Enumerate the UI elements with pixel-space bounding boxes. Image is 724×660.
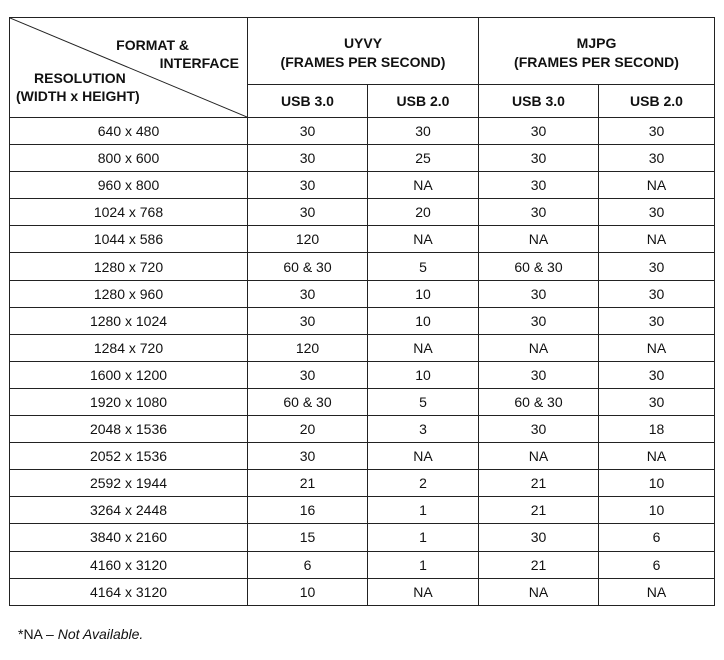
uyvy-usb2-cell: 5: [368, 388, 479, 415]
resolution-cell: 4160 x 3120: [10, 551, 248, 578]
table-row: [10, 280, 715, 307]
uyvy-usb2-cell: NA: [368, 172, 479, 199]
table-row: [10, 226, 715, 253]
resolution-cell: 1280 x 960: [10, 280, 248, 307]
table-row: [10, 443, 715, 470]
mjpg-usb2-cell: 10: [599, 497, 715, 524]
table-row: [10, 361, 715, 388]
subheader-mjpg-usb3: USB 3.0: [479, 85, 599, 118]
table-row: [10, 497, 715, 524]
uyvy-usb3-cell: 30: [248, 172, 368, 199]
mjpg-usb3-cell: 60 & 30: [479, 388, 599, 415]
mjpg-usb2-cell: 6: [599, 551, 715, 578]
corner-resolution-label: RESOLUTION (WIDTH x HEIGHT): [16, 70, 140, 104]
uyvy-usb3-cell: 30: [248, 145, 368, 172]
corner-format-interface-label: FORMAT & INTERFACE: [116, 37, 239, 71]
mjpg-usb3-cell: 30: [479, 172, 599, 199]
footnote-text: Not Available.: [57, 626, 144, 642]
mjpg-usb3-cell: 30: [479, 280, 599, 307]
uyvy-usb2-cell: NA: [368, 334, 479, 361]
mjpg-usb3-cell: 30: [479, 199, 599, 226]
mjpg-usb2-cell: 18: [599, 416, 715, 443]
resolution-cell: 640 x 480: [10, 118, 248, 145]
resolution-cell: 1284 x 720: [10, 334, 248, 361]
mjpg-usb2-cell: 30: [599, 118, 715, 145]
resolution-cell: 4164 x 3120: [10, 578, 248, 605]
uyvy-usb3-cell: 30: [248, 307, 368, 334]
mjpg-usb2-cell: 30: [599, 307, 715, 334]
uyvy-usb2-cell: 10: [368, 280, 479, 307]
mjpg-usb2-cell: 6: [599, 524, 715, 551]
table-row: [10, 334, 715, 361]
mjpg-usb2-cell: 30: [599, 199, 715, 226]
resolution-cell: 1280 x 1024: [10, 307, 248, 334]
uyvy-usb3-cell: 30: [248, 361, 368, 388]
uyvy-usb3-cell: 10: [248, 578, 368, 605]
uyvy-usb3-cell: 30: [248, 199, 368, 226]
uyvy-usb2-cell: 20: [368, 199, 479, 226]
uyvy-usb3-cell: 20: [248, 416, 368, 443]
table-row: [10, 470, 715, 497]
uyvy-usb2-cell: 25: [368, 145, 479, 172]
uyvy-usb2-cell: 3: [368, 416, 479, 443]
uyvy-usb3-cell: 30: [248, 280, 368, 307]
resolution-cell: 800 x 600: [10, 145, 248, 172]
uyvy-usb3-cell: 60 & 30: [248, 388, 368, 415]
resolution-cell: 960 x 800: [10, 172, 248, 199]
table-row: [10, 172, 715, 199]
mjpg-usb2-cell: 30: [599, 280, 715, 307]
mjpg-usb3-cell: 21: [479, 470, 599, 497]
subheader-uyvy-usb2: USB 2.0: [368, 85, 479, 118]
resolution-cell: 2052 x 1536: [10, 443, 248, 470]
uyvy-usb2-cell: NA: [368, 578, 479, 605]
uyvy-usb3-cell: 6: [248, 551, 368, 578]
mjpg-usb3-cell: 30: [479, 307, 599, 334]
mjpg-usb3-cell: 30: [479, 416, 599, 443]
uyvy-usb2-cell: NA: [368, 443, 479, 470]
mjpg-usb3-cell: 21: [479, 497, 599, 524]
group-header-mjpg: MJPG (FRAMES PER SECOND): [479, 18, 715, 85]
table-row: [10, 578, 715, 605]
uyvy-usb2-cell: 1: [368, 551, 479, 578]
uyvy-usb2-cell: NA: [368, 226, 479, 253]
uyvy-usb3-cell: 120: [248, 226, 368, 253]
table-row: [10, 118, 715, 145]
resolution-cell: 1024 x 768: [10, 199, 248, 226]
resolution-cell: 1920 x 1080: [10, 388, 248, 415]
resolution-cell: 2592 x 1944: [10, 470, 248, 497]
resolution-cell: 1044 x 586: [10, 226, 248, 253]
uyvy-usb3-cell: 30: [248, 118, 368, 145]
mjpg-usb3-cell: 21: [479, 551, 599, 578]
table-row: [10, 524, 715, 551]
table-row: [10, 199, 715, 226]
mjpg-usb3-cell: 60 & 30: [479, 253, 599, 280]
group-header-uyvy: UYVY (FRAMES PER SECOND): [248, 18, 479, 85]
uyvy-usb2-cell: 10: [368, 361, 479, 388]
uyvy-usb3-cell: 60 & 30: [248, 253, 368, 280]
frame-rate-table: [9, 17, 715, 606]
mjpg-usb2-cell: 10: [599, 470, 715, 497]
header-row-groups: [10, 18, 715, 85]
footnote: [18, 626, 143, 642]
mjpg-usb3-cell: 30: [479, 145, 599, 172]
mjpg-usb2-cell: 30: [599, 388, 715, 415]
mjpg-usb2-cell: NA: [599, 226, 715, 253]
mjpg-usb3-cell: NA: [479, 334, 599, 361]
table-row: [10, 551, 715, 578]
resolution-cell: 2048 x 1536: [10, 416, 248, 443]
subheader-mjpg-usb2: USB 2.0: [599, 85, 715, 118]
mjpg-usb3-cell: NA: [479, 578, 599, 605]
uyvy-usb2-cell: 5: [368, 253, 479, 280]
mjpg-usb2-cell: NA: [599, 443, 715, 470]
mjpg-usb2-cell: NA: [599, 334, 715, 361]
uyvy-usb3-cell: 30: [248, 443, 368, 470]
uyvy-usb2-cell: 1: [368, 524, 479, 551]
mjpg-usb3-cell: 30: [479, 118, 599, 145]
subheader-uyvy-usb3: USB 3.0: [248, 85, 368, 118]
resolution-cell: 3840 x 2160: [10, 524, 248, 551]
mjpg-usb3-cell: 30: [479, 524, 599, 551]
uyvy-usb3-cell: 120: [248, 334, 368, 361]
uyvy-usb3-cell: 16: [248, 497, 368, 524]
mjpg-usb3-cell: NA: [479, 443, 599, 470]
mjpg-usb2-cell: 30: [599, 361, 715, 388]
uyvy-usb2-cell: 30: [368, 118, 479, 145]
table-row: [10, 307, 715, 334]
mjpg-usb2-cell: NA: [599, 172, 715, 199]
mjpg-usb2-cell: 30: [599, 253, 715, 280]
resolution-cell: 1600 x 1200: [10, 361, 248, 388]
corner-header-cell: [10, 18, 248, 118]
resolution-cell: 1280 x 720: [10, 253, 248, 280]
table-row: [10, 416, 715, 443]
uyvy-usb3-cell: 15: [248, 524, 368, 551]
table-body: [10, 118, 715, 606]
table-row: [10, 388, 715, 415]
table-row: [10, 253, 715, 280]
footnote-prefix: *NA –: [18, 626, 58, 642]
uyvy-usb2-cell: 10: [368, 307, 479, 334]
uyvy-usb2-cell: 1: [368, 497, 479, 524]
mjpg-usb2-cell: 30: [599, 145, 715, 172]
mjpg-usb3-cell: 30: [479, 361, 599, 388]
mjpg-usb2-cell: NA: [599, 578, 715, 605]
uyvy-usb3-cell: 21: [248, 470, 368, 497]
mjpg-usb3-cell: NA: [479, 226, 599, 253]
uyvy-usb2-cell: 2: [368, 470, 479, 497]
resolution-cell: 3264 x 2448: [10, 497, 248, 524]
table-row: [10, 145, 715, 172]
